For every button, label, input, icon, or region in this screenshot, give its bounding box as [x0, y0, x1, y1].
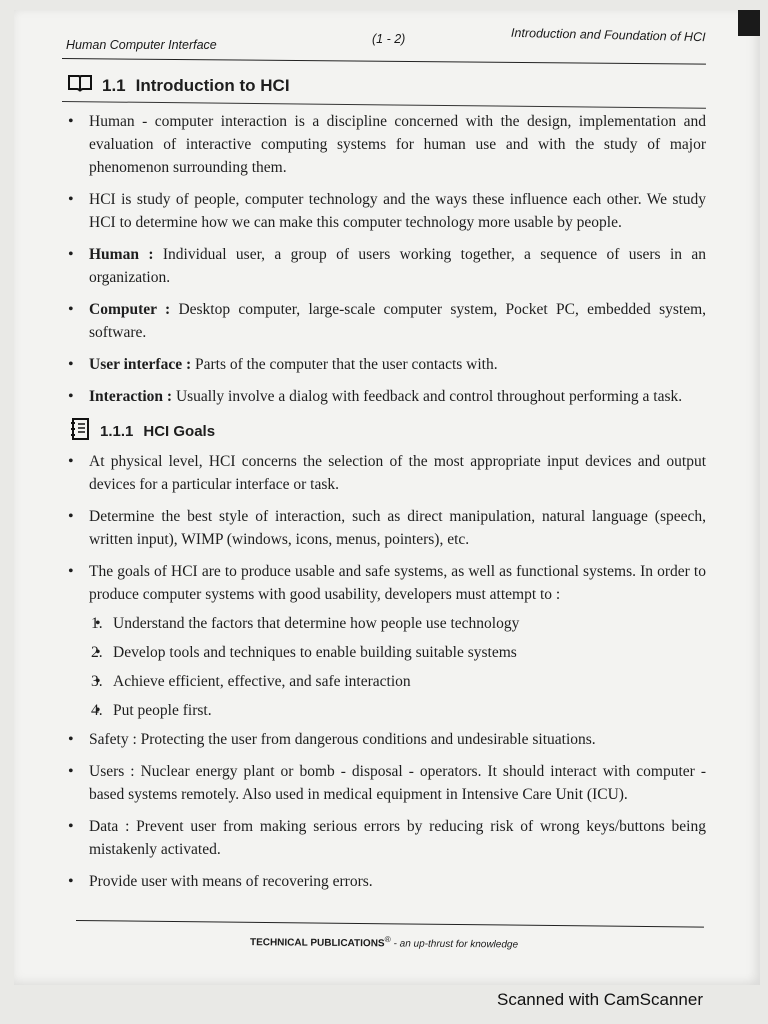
list-item: • Human - computer interaction is a discipline concerned with the design, implementation and evaluation of interactive computing systems for human use and with the study of major phenomenon surrounding them. [62, 110, 706, 179]
list-item: • The goals of HCI are to produce usable and safe systems, as well as functional systems. In order to produce computer systems with good usability, developers must attempt to : • 1. Understand the factors that determine how people use technology • 2. Develop tools and techniques to enable building suitable systems • 3. Achieve efficient, effective, and safe interaction • 4. Put people first. [62, 560, 706, 722]
list-item: • Human : Individual user, a group of users working together, a sequence of users in an organization. [62, 243, 706, 289]
intro-bullet-list [62, 110, 706, 408]
goals-bullet-list [62, 450, 706, 893]
page-content [62, 72, 706, 902]
section-rule [62, 101, 706, 109]
header-page-number: (1 - 2) [372, 32, 406, 46]
numbered-item: • 1. Understand the factors that determine how people use technology [89, 612, 706, 635]
list-item: • User interface : Parts of the computer that the user contacts with. [62, 353, 706, 376]
notebook-icon [70, 418, 90, 444]
running-header [66, 22, 706, 62]
section-title: Introduction to HCI [135, 75, 290, 95]
list-item: • Interaction : Usually involve a dialog with feedback and control throughout performing a task. [62, 385, 706, 408]
numbered-item: • 3. Achieve efficient, effective, and safe interaction [89, 670, 706, 693]
list-item: • Determine the best style of interaction, such as direct manipulation, natural language (speech, written input), WIMP (windows, icons, menus, pointers), etc. [62, 505, 706, 551]
header-book-title: Human Computer Interface [66, 38, 217, 52]
scanner-watermark: Scanned with CamScanner [497, 990, 704, 1009]
list-item: • Safety : Protecting the user from dangerous conditions and undesirable situations. [62, 728, 706, 751]
list-item: • Users : Nuclear energy plant or bomb - disposal - operators. It should interact with computer - based systems remotely. Also used in medical equipment in Intensive Care Unit (ICU). [62, 760, 706, 806]
goals-numbered-list [62, 612, 706, 722]
scan-edge [738, 10, 760, 36]
footer-registered-mark: ® [384, 934, 391, 945]
footer-publisher: TECHNICAL PUBLICATIONS [249, 937, 385, 950]
footer-tagline: - an up-thrust for knowledge [390, 938, 519, 951]
section-number: 1.1 [102, 75, 126, 95]
subsection-title: HCI Goals [143, 422, 216, 440]
list-item: • Computer : Desktop computer, large-scale computer system, Pocket PC, embedded system, software. [62, 298, 706, 344]
subsection-heading [70, 418, 706, 444]
list-item: • At physical level, HCI concerns the selection of the most appropriate input devices and output devices for a particular interface or task. [62, 450, 706, 496]
page-footer [250, 933, 518, 951]
list-item: • Data : Prevent user from making serious errors by reducing risk of wrong keys/buttons being mistakenly activated. [62, 815, 706, 861]
numbered-item: • 2. Develop tools and techniques to enable building suitable systems [89, 641, 706, 664]
open-book-icon [68, 74, 92, 97]
section-heading [68, 74, 706, 97]
header-chapter-title: Introduction and Foundation of HCI [511, 25, 707, 45]
numbered-item: • 4. Put people first. [89, 699, 706, 722]
list-item: • HCI is study of people, computer technology and the ways these influence each other. We study HCI to determine how we can make this computer technology more usable by people. [62, 188, 706, 234]
list-item: • Provide user with means of recovering errors. [62, 870, 706, 893]
subsection-number: 1.1.1 [100, 422, 134, 440]
